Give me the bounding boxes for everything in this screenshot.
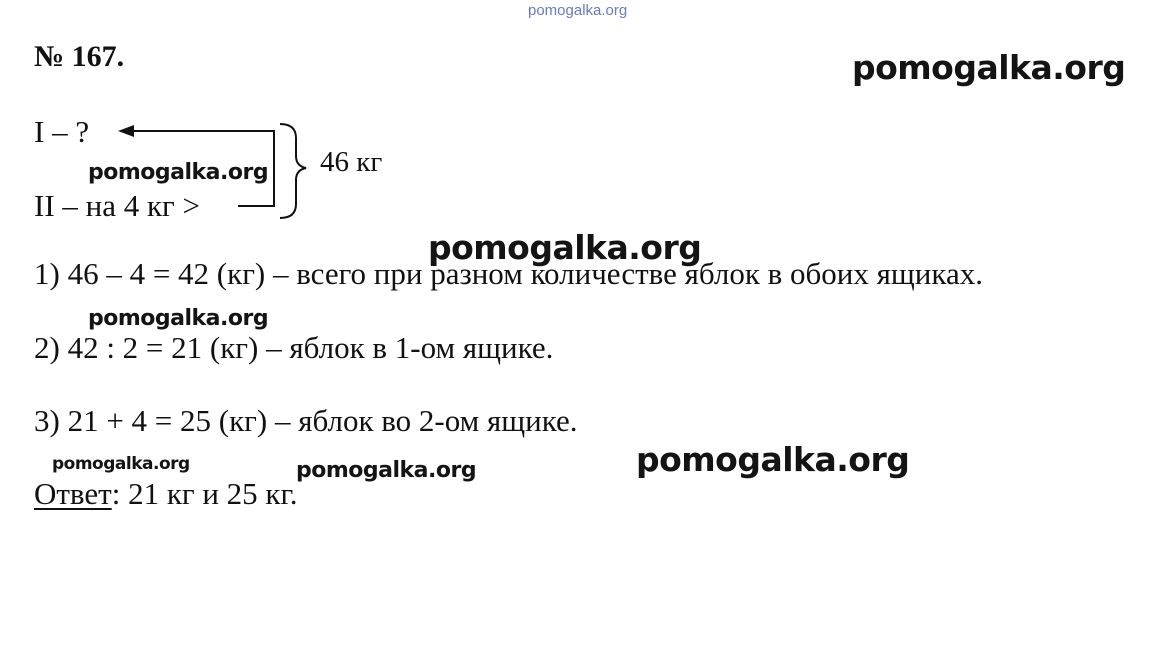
- condition-line-2: II – на 4 кг >: [34, 188, 201, 223]
- answer-line: [34, 476, 297, 512]
- watermark: pomogalka.org: [88, 306, 269, 331]
- condition-total: 46 кг: [320, 146, 383, 178]
- watermark: pomogalka.org: [636, 440, 910, 479]
- answer-text: : 21 кг и 25 кг.: [111, 476, 298, 511]
- watermark: pomogalka.org: [88, 160, 269, 185]
- solution-step-3: 3) 21 + 4 = 25 (кг) – яблок во 2-ом ящике.: [34, 403, 578, 438]
- curly-brace-icon: [280, 124, 306, 218]
- watermark: pomogalka.org: [296, 458, 477, 483]
- watermark: pomogalka.org: [852, 48, 1126, 87]
- watermark: pomogalka.org: [428, 228, 702, 267]
- condition-line-1: I – ?: [34, 114, 90, 149]
- top-watermark: pomogalka.org: [528, 2, 628, 19]
- problem-number: № 167.: [34, 40, 125, 73]
- arrow-left-icon: [118, 125, 134, 137]
- watermark: pomogalka.org: [52, 454, 190, 474]
- solution-step-1: 1) 46 – 4 = 42 (кг) – всего при разном количестве яблок в обоих ящиках.: [34, 256, 983, 291]
- solution-step-2: 2) 42 : 2 = 21 (кг) – яблок в 1-ом ящике.: [34, 330, 554, 365]
- answer-label: Ответ: [34, 476, 112, 511]
